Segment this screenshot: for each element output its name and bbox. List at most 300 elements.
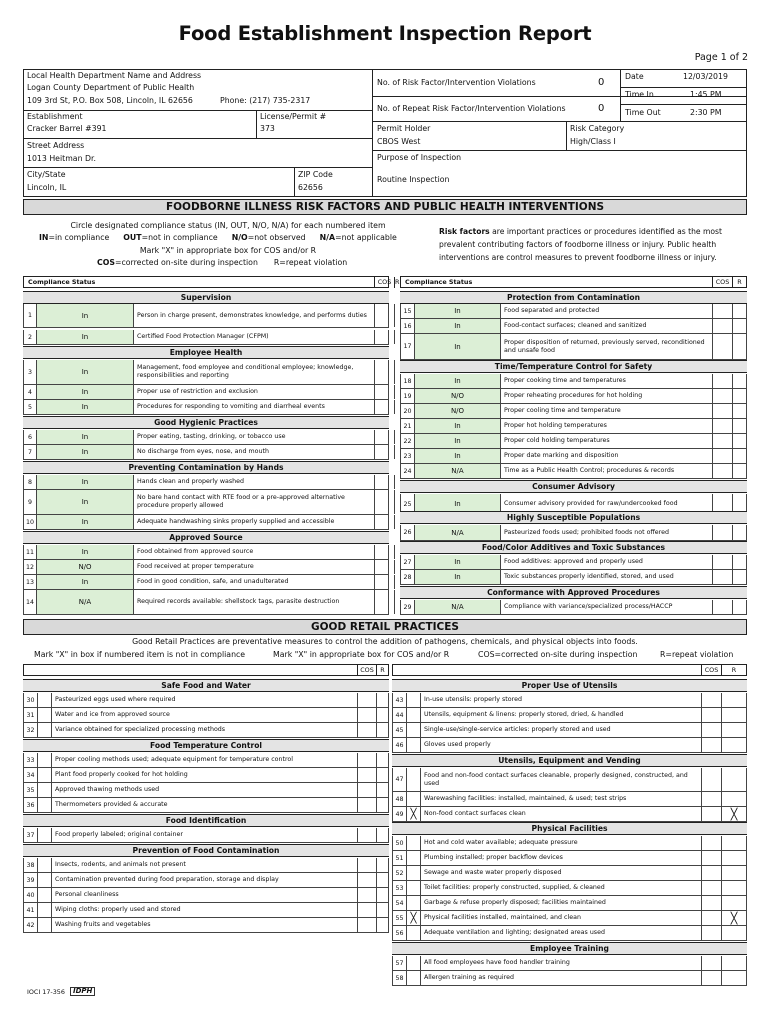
gr-item-row bbox=[23, 798, 389, 813]
repeat-checkbox[interactable] bbox=[394, 304, 395, 327]
item-description: Insects, rodents, and animals not present bbox=[55, 861, 186, 869]
item-description: Compliance with variance/specialized process/HACCP bbox=[504, 603, 673, 611]
section-hands: Preventing Contamination by Hands bbox=[23, 461, 389, 474]
violation-mark-box[interactable] bbox=[38, 783, 52, 797]
risk-category-label: Risk Category bbox=[570, 124, 625, 133]
rf-item-row bbox=[23, 475, 389, 490]
cos-checkbox[interactable] bbox=[357, 783, 376, 797]
item-description: Single-use/single-service articles: properly stored and used bbox=[424, 726, 611, 734]
time-in-label: Time In bbox=[625, 90, 654, 99]
violation-mark-box[interactable] bbox=[407, 792, 421, 806]
item-description: Personal cleanliness bbox=[55, 891, 119, 899]
repeat-checkbox[interactable] bbox=[376, 798, 388, 812]
compliance-status-value[interactable]: In bbox=[415, 449, 501, 463]
repeat-checkbox[interactable] bbox=[721, 851, 746, 865]
violation-mark-box[interactable] bbox=[407, 971, 421, 985]
item-description: Contamination prevented during food preparation, storage and display bbox=[55, 876, 279, 884]
violation-mark-box[interactable] bbox=[38, 693, 52, 707]
repeat-checkbox[interactable] bbox=[732, 434, 746, 448]
compliance-status-value[interactable]: In bbox=[37, 445, 134, 459]
item-description: Physical facilities installed, maintained, and clean bbox=[424, 914, 581, 922]
cos-checkbox[interactable] bbox=[712, 374, 732, 388]
risk-factors-note-2: prevalent contributing factors of foodborne illness or injury. Public health bbox=[439, 240, 717, 249]
compliance-status-value[interactable]: In bbox=[37, 430, 134, 444]
violation-mark-box[interactable] bbox=[407, 836, 421, 850]
violation-mark-box[interactable] bbox=[38, 723, 52, 737]
item-description: Consumer advisory provided for raw/undercooked food bbox=[504, 500, 678, 508]
item-description: No discharge from eyes, nose, and mouth bbox=[137, 448, 269, 456]
cos-checkbox[interactable] bbox=[701, 926, 721, 940]
item-number: 39 bbox=[24, 873, 38, 887]
cos-checkbox[interactable] bbox=[374, 360, 394, 384]
repeat-checkbox[interactable] bbox=[732, 404, 746, 418]
gr-item-row bbox=[392, 708, 747, 723]
repeat-checkbox[interactable] bbox=[394, 330, 395, 344]
repeat-checkbox[interactable] bbox=[394, 545, 395, 559]
violation-mark-box[interactable] bbox=[38, 768, 52, 782]
repeat-checkbox[interactable] bbox=[721, 723, 746, 737]
cos-checkbox[interactable] bbox=[701, 881, 721, 895]
repeat-checkbox[interactable] bbox=[376, 768, 388, 782]
item-description: Toilet facilities: properly constructed, supplied, & cleaned bbox=[424, 884, 605, 892]
violation-mark-box[interactable] bbox=[38, 828, 52, 842]
gr-item-row bbox=[23, 768, 389, 783]
item-description: Food obtained from approved source bbox=[137, 548, 254, 556]
gr-item-row bbox=[23, 828, 389, 843]
item-description: Proper disposition of returned, previously served, reconditioned and unsafe food bbox=[504, 338, 705, 354]
cos-checkbox[interactable] bbox=[357, 918, 376, 932]
retail-legend-b: Mark "X" in appropriate box for COS and/or R bbox=[273, 650, 450, 659]
item-number: 28 bbox=[401, 570, 415, 584]
rf-item-row bbox=[400, 334, 747, 360]
cos-checkbox[interactable] bbox=[374, 575, 394, 589]
cos-checkbox[interactable] bbox=[374, 475, 394, 489]
item-number: 1 bbox=[24, 304, 37, 327]
item-number: 34 bbox=[24, 768, 38, 782]
cos-checkbox[interactable] bbox=[374, 304, 394, 327]
violation-mark-box[interactable] bbox=[407, 738, 421, 752]
repeat-checkbox[interactable] bbox=[394, 360, 395, 384]
cos-checkbox[interactable] bbox=[374, 385, 394, 399]
risk-factors-note: Risk factors are important practices or procedures identified as the most bbox=[439, 227, 722, 236]
compliance-status-value[interactable]: N/O bbox=[415, 404, 501, 418]
item-number: 44 bbox=[393, 708, 407, 722]
item-description: Hot and cold water available; adequate pressure bbox=[424, 839, 578, 847]
item-description: Proper use of restriction and exclusion bbox=[137, 388, 258, 396]
cos-checkbox[interactable] bbox=[357, 708, 376, 722]
retail-legend-d: R=repeat violation bbox=[660, 650, 734, 659]
cos-checkbox[interactable] bbox=[712, 449, 732, 463]
repeat-checkbox[interactable] bbox=[732, 334, 746, 359]
gr-item-row bbox=[392, 881, 747, 896]
item-description: Proper cooling methods used; adequate equipment for temperature control bbox=[55, 756, 294, 764]
item-number: 13 bbox=[24, 575, 37, 589]
repeat-checkbox[interactable] bbox=[732, 419, 746, 433]
item-description: Warewashing facilities: installed, maintained, & used; test strips bbox=[424, 795, 627, 803]
cos-checkbox[interactable] bbox=[357, 723, 376, 737]
cos-checkbox[interactable] bbox=[374, 330, 394, 344]
item-number: 10 bbox=[24, 515, 37, 529]
cos-checkbox[interactable] bbox=[357, 858, 376, 872]
item-number: 29 bbox=[401, 600, 415, 614]
item-number: 24 bbox=[401, 464, 415, 478]
compliance-status-value[interactable]: In bbox=[415, 334, 501, 359]
rf-item-row bbox=[23, 560, 389, 575]
compliance-status-value[interactable]: In bbox=[37, 400, 134, 414]
risk-factors-note-3: interventions are control measures to prevent foodborne illness or injury. bbox=[439, 253, 717, 262]
compliance-status-value[interactable]: In bbox=[37, 330, 134, 344]
cos-checkbox[interactable] bbox=[701, 768, 721, 791]
item-number: 47 bbox=[393, 768, 407, 791]
item-number: 58 bbox=[393, 971, 407, 985]
gr-item-row bbox=[392, 836, 747, 851]
lhd-label: Local Health Department Name and Address bbox=[27, 71, 202, 80]
permit-holder-label: Permit Holder bbox=[377, 124, 431, 133]
rf-item-row bbox=[400, 374, 747, 389]
cos-checkbox[interactable] bbox=[701, 738, 721, 752]
date-label: Date bbox=[625, 72, 644, 81]
cos-checkbox[interactable] bbox=[374, 545, 394, 559]
compliance-status-value[interactable]: In bbox=[37, 515, 134, 529]
section-prev-contam: Prevention of Food Contamination bbox=[23, 844, 389, 857]
section-supervision: Supervision bbox=[23, 291, 389, 304]
item-number: 9 bbox=[24, 490, 37, 514]
cos-checkbox[interactable] bbox=[374, 445, 394, 459]
cos-checkbox[interactable] bbox=[701, 693, 721, 707]
cos-checkbox[interactable] bbox=[374, 590, 394, 614]
gr-item-row bbox=[392, 956, 747, 971]
violation-mark-box[interactable] bbox=[38, 708, 52, 722]
violation-mark-box[interactable] bbox=[407, 708, 421, 722]
item-description: Garbage & refuse properly disposed; facilities maintained bbox=[424, 899, 606, 907]
violation-mark-box[interactable] bbox=[407, 693, 421, 707]
permit-holder-value: CBOS West bbox=[377, 137, 421, 146]
repeat-checkbox[interactable] bbox=[732, 374, 746, 388]
cos-checkbox[interactable] bbox=[701, 851, 721, 865]
repeat-checkbox[interactable] bbox=[732, 319, 746, 333]
repeat-checkbox[interactable] bbox=[732, 525, 746, 540]
repeat-checkbox[interactable] bbox=[721, 708, 746, 722]
cos-checkbox[interactable] bbox=[701, 911, 721, 925]
item-number: 45 bbox=[393, 723, 407, 737]
compliance-status-value[interactable]: In bbox=[37, 490, 134, 514]
gr-item-row bbox=[23, 693, 389, 708]
repeat-violations-label: No. of Repeat Risk Factor/Intervention Violations bbox=[377, 104, 566, 113]
repeat-checkbox[interactable] bbox=[721, 738, 746, 752]
compliance-status-value[interactable]: In bbox=[415, 434, 501, 448]
violation-mark-box[interactable] bbox=[407, 851, 421, 865]
repeat-checkbox[interactable] bbox=[732, 570, 746, 584]
compliance-status-value[interactable]: In bbox=[37, 360, 134, 384]
violation-mark-box[interactable] bbox=[38, 798, 52, 812]
item-description: Food and non-food contact surfaces cleanable, properly designed, constructed, and used bbox=[424, 771, 688, 787]
item-number: 36 bbox=[24, 798, 38, 812]
compliance-status-value[interactable]: N/A bbox=[415, 600, 501, 614]
gr-item-row bbox=[392, 792, 747, 807]
section-training: Employee Training bbox=[392, 942, 747, 955]
compliance-status-value[interactable]: In bbox=[415, 374, 501, 388]
compliance-status-value[interactable]: In bbox=[415, 419, 501, 433]
rf-item-row bbox=[23, 360, 389, 385]
repeat-checkbox[interactable] bbox=[721, 896, 746, 910]
violation-mark-box[interactable] bbox=[38, 858, 52, 872]
repeat-checkbox[interactable] bbox=[721, 956, 746, 970]
compliance-status-value[interactable]: N/A bbox=[415, 525, 501, 540]
compliance-status-value[interactable]: In bbox=[37, 545, 134, 559]
risk-factors-band: FOODBORNE ILLNESS RISK FACTORS AND PUBLIC HEALTH INTERVENTIONS bbox=[23, 199, 747, 215]
cos-checkbox[interactable] bbox=[712, 319, 732, 333]
violation-mark-box[interactable] bbox=[407, 896, 421, 910]
violation-mark-box[interactable] bbox=[38, 873, 52, 887]
repeat-checkbox[interactable] bbox=[394, 490, 395, 514]
repeat-checkbox[interactable] bbox=[376, 708, 388, 722]
establishment-label: Establishment bbox=[27, 112, 83, 121]
item-number: 18 bbox=[401, 374, 415, 388]
lhd-phone: Phone: (217) 735-2317 bbox=[220, 96, 311, 105]
rf-item-row bbox=[400, 404, 747, 419]
lhd-name: Logan County Department of Public Health bbox=[27, 83, 195, 92]
risk-category-value: High/Class I bbox=[570, 137, 616, 146]
gr-item-row bbox=[392, 866, 747, 881]
cos-checkbox[interactable] bbox=[712, 389, 732, 403]
item-number: 21 bbox=[401, 419, 415, 433]
item-description: Certified Food Protection Manager (CFPM) bbox=[137, 333, 269, 341]
section-physical: Physical Facilities bbox=[392, 822, 747, 835]
repeat-checkbox[interactable] bbox=[721, 971, 746, 985]
violation-mark-box[interactable]: ╳ bbox=[407, 911, 421, 925]
gr-item-row bbox=[392, 768, 747, 792]
violation-mark-box[interactable] bbox=[38, 888, 52, 902]
section-utensils: Proper Use of Utensils bbox=[392, 679, 747, 692]
item-number: 35 bbox=[24, 783, 38, 797]
compliance-status-value[interactable]: In bbox=[37, 385, 134, 399]
section-ttc: Time/Temperature Control for Safety bbox=[400, 360, 747, 373]
item-number: 17 bbox=[401, 334, 415, 359]
cos-checkbox[interactable] bbox=[701, 971, 721, 985]
repeat-checkbox[interactable] bbox=[394, 400, 395, 414]
rf-item-row bbox=[23, 304, 389, 328]
repeat-checkbox[interactable] bbox=[376, 783, 388, 797]
item-number: 23 bbox=[401, 449, 415, 463]
compliance-status-value[interactable]: In bbox=[415, 304, 501, 318]
compliance-status-value[interactable]: In bbox=[37, 304, 134, 327]
cos-checkbox[interactable] bbox=[374, 515, 394, 529]
legend-line-4: COS=corrected on-site during inspection R=repeat violation bbox=[97, 258, 348, 267]
cos-checkbox[interactable] bbox=[701, 708, 721, 722]
repeat-checkbox[interactable] bbox=[376, 918, 388, 932]
item-description: Adequate handwashing sinks properly supplied and accessible bbox=[137, 518, 335, 526]
violation-mark-box[interactable]: ╳ bbox=[407, 807, 421, 821]
repeat-checkbox[interactable] bbox=[394, 515, 395, 529]
repeat-checkbox[interactable] bbox=[376, 723, 388, 737]
cos-checkbox[interactable] bbox=[357, 693, 376, 707]
compliance-status-value[interactable]: In bbox=[37, 575, 134, 589]
repeat-checkbox[interactable] bbox=[721, 926, 746, 940]
repeat-checkbox[interactable] bbox=[376, 828, 388, 842]
cos-checkbox[interactable] bbox=[374, 400, 394, 414]
repeat-checkbox[interactable] bbox=[732, 304, 746, 318]
violation-mark-box[interactable] bbox=[407, 881, 421, 895]
item-description: Pasteurized foods used; prohibited foods not offered bbox=[504, 528, 670, 536]
section-food-id: Food Identification bbox=[23, 814, 389, 827]
retail-legend-a: Mark "X" in box if numbered item is not in compliance bbox=[34, 650, 246, 659]
violation-mark-box[interactable] bbox=[38, 918, 52, 932]
cos-checkbox[interactable] bbox=[701, 956, 721, 970]
legend-line-3: Mark "X" in appropriate box for COS and/or R bbox=[139, 246, 317, 255]
repeat-checkbox[interactable] bbox=[732, 464, 746, 478]
cos-checkbox[interactable] bbox=[357, 828, 376, 842]
cos-checkbox[interactable] bbox=[701, 866, 721, 880]
violation-mark-box[interactable] bbox=[407, 956, 421, 970]
cos-checkbox[interactable] bbox=[712, 570, 732, 584]
cos-checkbox[interactable] bbox=[701, 807, 721, 821]
item-number: 38 bbox=[24, 858, 38, 872]
repeat-checkbox[interactable] bbox=[732, 555, 746, 569]
repeat-checkbox[interactable] bbox=[721, 693, 746, 707]
gr-item-row bbox=[392, 926, 747, 941]
gr-item-row bbox=[23, 888, 389, 903]
repeat-checkbox[interactable] bbox=[394, 430, 395, 444]
repeat-checkbox[interactable] bbox=[721, 881, 746, 895]
cos-checkbox[interactable] bbox=[712, 600, 732, 614]
cos-checkbox[interactable] bbox=[357, 873, 376, 887]
compliance-status-value[interactable]: N/O bbox=[37, 560, 134, 574]
cos-checkbox[interactable] bbox=[374, 560, 394, 574]
idph-logo: IDPH bbox=[70, 987, 95, 996]
gr-item-row bbox=[23, 918, 389, 933]
item-number: 2 bbox=[24, 330, 37, 344]
repeat-checkbox[interactable] bbox=[394, 560, 395, 574]
purpose-value: Routine Inspection bbox=[377, 175, 450, 184]
item-number: 6 bbox=[24, 430, 37, 444]
item-description: Person in charge present, demonstrates knowledge, and performs duties bbox=[137, 311, 367, 319]
repeat-checkbox[interactable] bbox=[721, 866, 746, 880]
item-description: Proper cold holding temperatures bbox=[504, 437, 610, 445]
gr-item-row bbox=[23, 903, 389, 918]
item-number: 4 bbox=[24, 385, 37, 399]
cos-checkbox[interactable] bbox=[712, 434, 732, 448]
repeat-checkbox[interactable] bbox=[376, 873, 388, 887]
zip-value: 62656 bbox=[298, 183, 323, 192]
repeat-checkbox[interactable] bbox=[376, 693, 388, 707]
section-protection: Protection from Contamination bbox=[400, 291, 747, 304]
purpose-label: Purpose of Inspection bbox=[377, 153, 462, 162]
rf-item-row bbox=[23, 545, 389, 560]
gr-item-row bbox=[23, 723, 389, 738]
cos-checkbox[interactable] bbox=[712, 525, 732, 540]
repeat-checkbox[interactable]: ╳ bbox=[721, 911, 746, 925]
rf-item-row bbox=[23, 400, 389, 415]
zip-label: ZIP Code bbox=[298, 170, 333, 179]
compliance-status-value[interactable]: N/A bbox=[37, 590, 134, 614]
item-number: 49 bbox=[393, 807, 407, 821]
compliance-status-value[interactable]: N/A bbox=[415, 464, 501, 478]
repeat-checkbox[interactable] bbox=[721, 768, 746, 791]
item-description: Allergen training as required bbox=[424, 974, 514, 982]
cos-checkbox[interactable] bbox=[701, 836, 721, 850]
cos-checkbox[interactable] bbox=[374, 430, 394, 444]
item-number: 55 bbox=[393, 911, 407, 925]
violation-mark-box[interactable] bbox=[407, 866, 421, 880]
repeat-checkbox[interactable] bbox=[394, 445, 395, 459]
cos-checkbox[interactable] bbox=[357, 753, 376, 767]
cos-checkbox[interactable] bbox=[712, 334, 732, 359]
cos-checkbox[interactable] bbox=[712, 419, 732, 433]
cos-checkbox[interactable] bbox=[357, 888, 376, 902]
violation-mark-box[interactable] bbox=[38, 753, 52, 767]
violation-mark-box[interactable] bbox=[407, 768, 421, 791]
compliance-status-value[interactable]: N/O bbox=[415, 389, 501, 403]
item-description: Food-contact surfaces; cleaned and sanitized bbox=[504, 322, 647, 330]
cos-header: COS bbox=[357, 665, 376, 676]
item-number: 50 bbox=[393, 836, 407, 850]
repeat-checkbox[interactable] bbox=[394, 575, 395, 589]
item-number: 56 bbox=[393, 926, 407, 940]
item-description: Sewage and waste water properly disposed bbox=[424, 869, 562, 877]
repeat-checkbox[interactable] bbox=[376, 858, 388, 872]
compliance-status-value[interactable]: In bbox=[415, 319, 501, 333]
repeat-checkbox[interactable] bbox=[732, 389, 746, 403]
repeat-checkbox[interactable] bbox=[732, 449, 746, 463]
item-description: Non-food contact surfaces clean bbox=[424, 810, 526, 818]
cos-checkbox[interactable] bbox=[701, 896, 721, 910]
item-number: 30 bbox=[24, 693, 38, 707]
item-description: Food in good condition, safe, and unadulterated bbox=[137, 578, 289, 586]
cos-header: COS bbox=[374, 277, 394, 288]
item-number: 7 bbox=[24, 445, 37, 459]
cos-checkbox[interactable] bbox=[357, 903, 376, 917]
repeat-checkbox[interactable] bbox=[732, 600, 746, 614]
violation-mark-box[interactable] bbox=[407, 926, 421, 940]
rf-item-row bbox=[400, 525, 747, 541]
repeat-checkbox[interactable] bbox=[394, 475, 395, 489]
cos-checkbox[interactable] bbox=[374, 490, 394, 514]
violation-mark-box[interactable] bbox=[407, 723, 421, 737]
retail-legend-line-1: Good Retail Practices are preventative measures to control the addition of pathogens, chemicals, and physical objects into foods. bbox=[132, 637, 638, 646]
item-number: 48 bbox=[393, 792, 407, 806]
repeat-checkbox[interactable] bbox=[376, 903, 388, 917]
compliance-status-value[interactable]: In bbox=[415, 555, 501, 569]
cos-checkbox[interactable] bbox=[357, 798, 376, 812]
repeat-checkbox[interactable] bbox=[721, 792, 746, 806]
cos-checkbox[interactable] bbox=[712, 464, 732, 478]
cos-checkbox[interactable] bbox=[712, 555, 732, 569]
section-safe-food: Safe Food and Water bbox=[23, 679, 389, 692]
cos-checkbox[interactable] bbox=[701, 792, 721, 806]
compliance-status-header: Compliance Status bbox=[28, 278, 96, 286]
compliance-status-value[interactable]: In bbox=[415, 570, 501, 584]
compliance-status-value[interactable]: In bbox=[37, 475, 134, 489]
repeat-checkbox[interactable] bbox=[376, 753, 388, 767]
repeat-checkbox[interactable] bbox=[394, 590, 395, 614]
rf-item-row bbox=[400, 319, 747, 334]
repeat-checkbox[interactable]: ╳ bbox=[721, 807, 746, 821]
repeat-checkbox[interactable] bbox=[376, 888, 388, 902]
repeat-checkbox[interactable] bbox=[721, 836, 746, 850]
cos-checkbox[interactable] bbox=[357, 768, 376, 782]
violation-mark-box[interactable] bbox=[38, 903, 52, 917]
item-description: Thermometers provided & accurate bbox=[55, 801, 168, 809]
cos-checkbox[interactable] bbox=[701, 723, 721, 737]
rf-right-header bbox=[400, 276, 747, 288]
cos-checkbox[interactable] bbox=[712, 404, 732, 418]
item-number: 14 bbox=[24, 590, 37, 614]
item-description: Proper cooking time and temperatures bbox=[504, 377, 626, 385]
compliance-status-value[interactable]: In bbox=[415, 494, 501, 514]
gr-item-row bbox=[23, 858, 389, 873]
cos-checkbox[interactable] bbox=[712, 304, 732, 318]
repeat-checkbox[interactable] bbox=[394, 385, 395, 399]
